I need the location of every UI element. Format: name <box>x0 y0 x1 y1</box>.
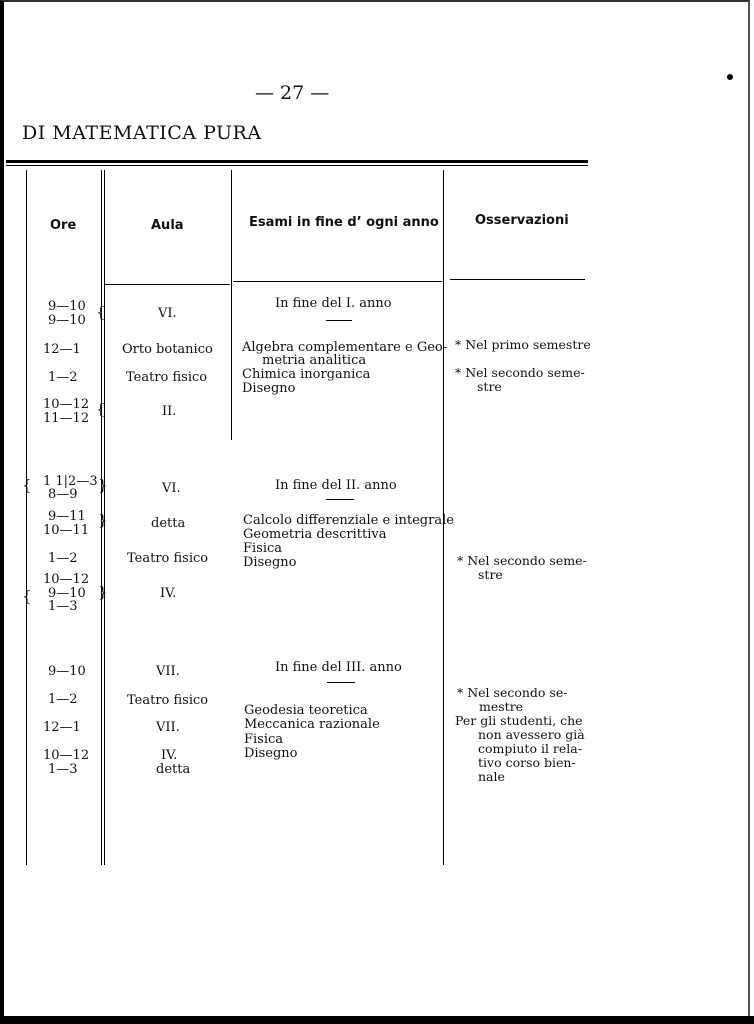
column-header-aula: Aula <box>151 218 184 233</box>
note-line: nale <box>478 769 505 784</box>
note-line: stre <box>478 567 503 582</box>
note-line: Per gli studenti, che <box>455 713 583 728</box>
heading-underline <box>326 499 354 500</box>
brace-icon: { <box>96 400 106 418</box>
title-rule-thick <box>6 160 588 163</box>
ore-cell: 9—10 <box>48 313 86 328</box>
exam-line: Calcolo differenziale e integrale <box>243 513 454 528</box>
ink-speck <box>727 74 733 80</box>
header-rule-obs <box>450 279 585 280</box>
brace-icon: { <box>22 476 32 494</box>
aula-cell: VII. <box>156 720 180 735</box>
note-line: * Nel secondo se- <box>457 685 568 700</box>
note-line: mestre <box>479 699 524 714</box>
year-heading: In fine del II. anno <box>275 478 397 493</box>
aula-cell: Teatro fisico <box>126 370 208 385</box>
exam-line: Fisica <box>244 732 284 747</box>
aula-cell: detta <box>156 762 191 777</box>
year-heading: In fine del III. anno <box>275 660 402 675</box>
exam-line: Meccanica razionale <box>244 717 380 732</box>
table-line-aula <box>231 170 232 440</box>
exam-line: Disegno <box>242 381 296 396</box>
column-header-ore: Ore <box>50 218 77 233</box>
exam-line: Disegno <box>244 746 298 761</box>
brace-icon: } <box>98 476 108 494</box>
ore-cell: 9—11 <box>48 509 86 524</box>
note-line: stre <box>477 379 502 394</box>
ore-cell: 12—1 <box>43 720 81 735</box>
ore-cell: 9—10 <box>48 586 86 601</box>
header-rule-aula <box>104 284 230 285</box>
aula-cell: IV. <box>161 748 178 763</box>
aula-cell: detta <box>151 516 186 531</box>
page-bottom-edge <box>0 1016 754 1024</box>
note-line: * Nel secondo seme- <box>457 553 587 568</box>
exam-line: metria analitica <box>262 353 367 368</box>
page-title: DI MATEMATICA PURA <box>22 122 262 144</box>
ore-cell: 1 1|2—3 <box>43 474 98 489</box>
exam-line: Chimica inorganica <box>242 367 371 382</box>
ore-cell: 10—11 <box>43 523 90 538</box>
brace-icon: { <box>22 587 32 605</box>
title-rule-thin <box>6 165 588 166</box>
ore-cell: 9—10 <box>48 664 86 679</box>
ore-cell: 10—12 <box>43 572 90 587</box>
aula-cell: Orto botanico <box>122 342 213 357</box>
aula-cell: Teatro fisico <box>127 551 209 566</box>
exam-line: Algebra complementare e Geo- <box>242 340 448 355</box>
ore-cell: 10—12 <box>43 397 90 412</box>
page-number: — 27 — <box>255 82 330 104</box>
aula-cell: Teatro fisico <box>127 693 209 708</box>
ore-cell: 1—2 <box>48 692 78 707</box>
note-line: non avessero già <box>478 727 585 742</box>
heading-underline <box>327 682 355 683</box>
note-line: compiuto il rela- <box>478 741 582 756</box>
ore-cell: 12—1 <box>43 342 81 357</box>
ore-cell: 1—2 <box>48 370 78 385</box>
note-line: * Nel primo semestre <box>455 337 591 352</box>
brace-icon: } <box>98 511 108 529</box>
note-line: * Nel secondo seme- <box>455 365 585 380</box>
exam-line: Geodesia teoretica <box>244 703 368 718</box>
note-line: tivo corso bien- <box>478 755 576 770</box>
brace-icon: { <box>96 303 106 321</box>
year-heading: In fine del I. anno <box>275 296 392 311</box>
heading-underline <box>326 320 352 321</box>
ore-cell: 1—2 <box>48 551 78 566</box>
brace-icon: } <box>98 583 108 601</box>
ore-cell: 9—10 <box>48 299 86 314</box>
ore-cell: 11—12 <box>43 411 90 426</box>
column-header-osservazioni: Osservazioni <box>475 213 569 228</box>
ore-cell: 1—3 <box>48 762 78 777</box>
aula-cell: VII. <box>156 664 180 679</box>
ore-cell: 10—12 <box>43 748 90 763</box>
column-header-esami: Esami in fine d’ ogni anno <box>249 215 439 230</box>
ore-cell: 1—3 <box>48 599 78 614</box>
aula-cell: VI. <box>158 306 177 321</box>
exam-line: Geometria descrittiva <box>243 527 387 542</box>
aula-cell: VI. <box>162 481 181 496</box>
exam-line: Disegno <box>243 555 297 570</box>
table-line-left <box>26 170 27 865</box>
aula-cell: IV. <box>160 586 177 601</box>
exam-line: Fisica <box>243 541 283 556</box>
header-rule-esami <box>233 281 442 282</box>
aula-cell: II. <box>162 404 177 419</box>
ore-cell: 8—9 <box>48 487 78 502</box>
